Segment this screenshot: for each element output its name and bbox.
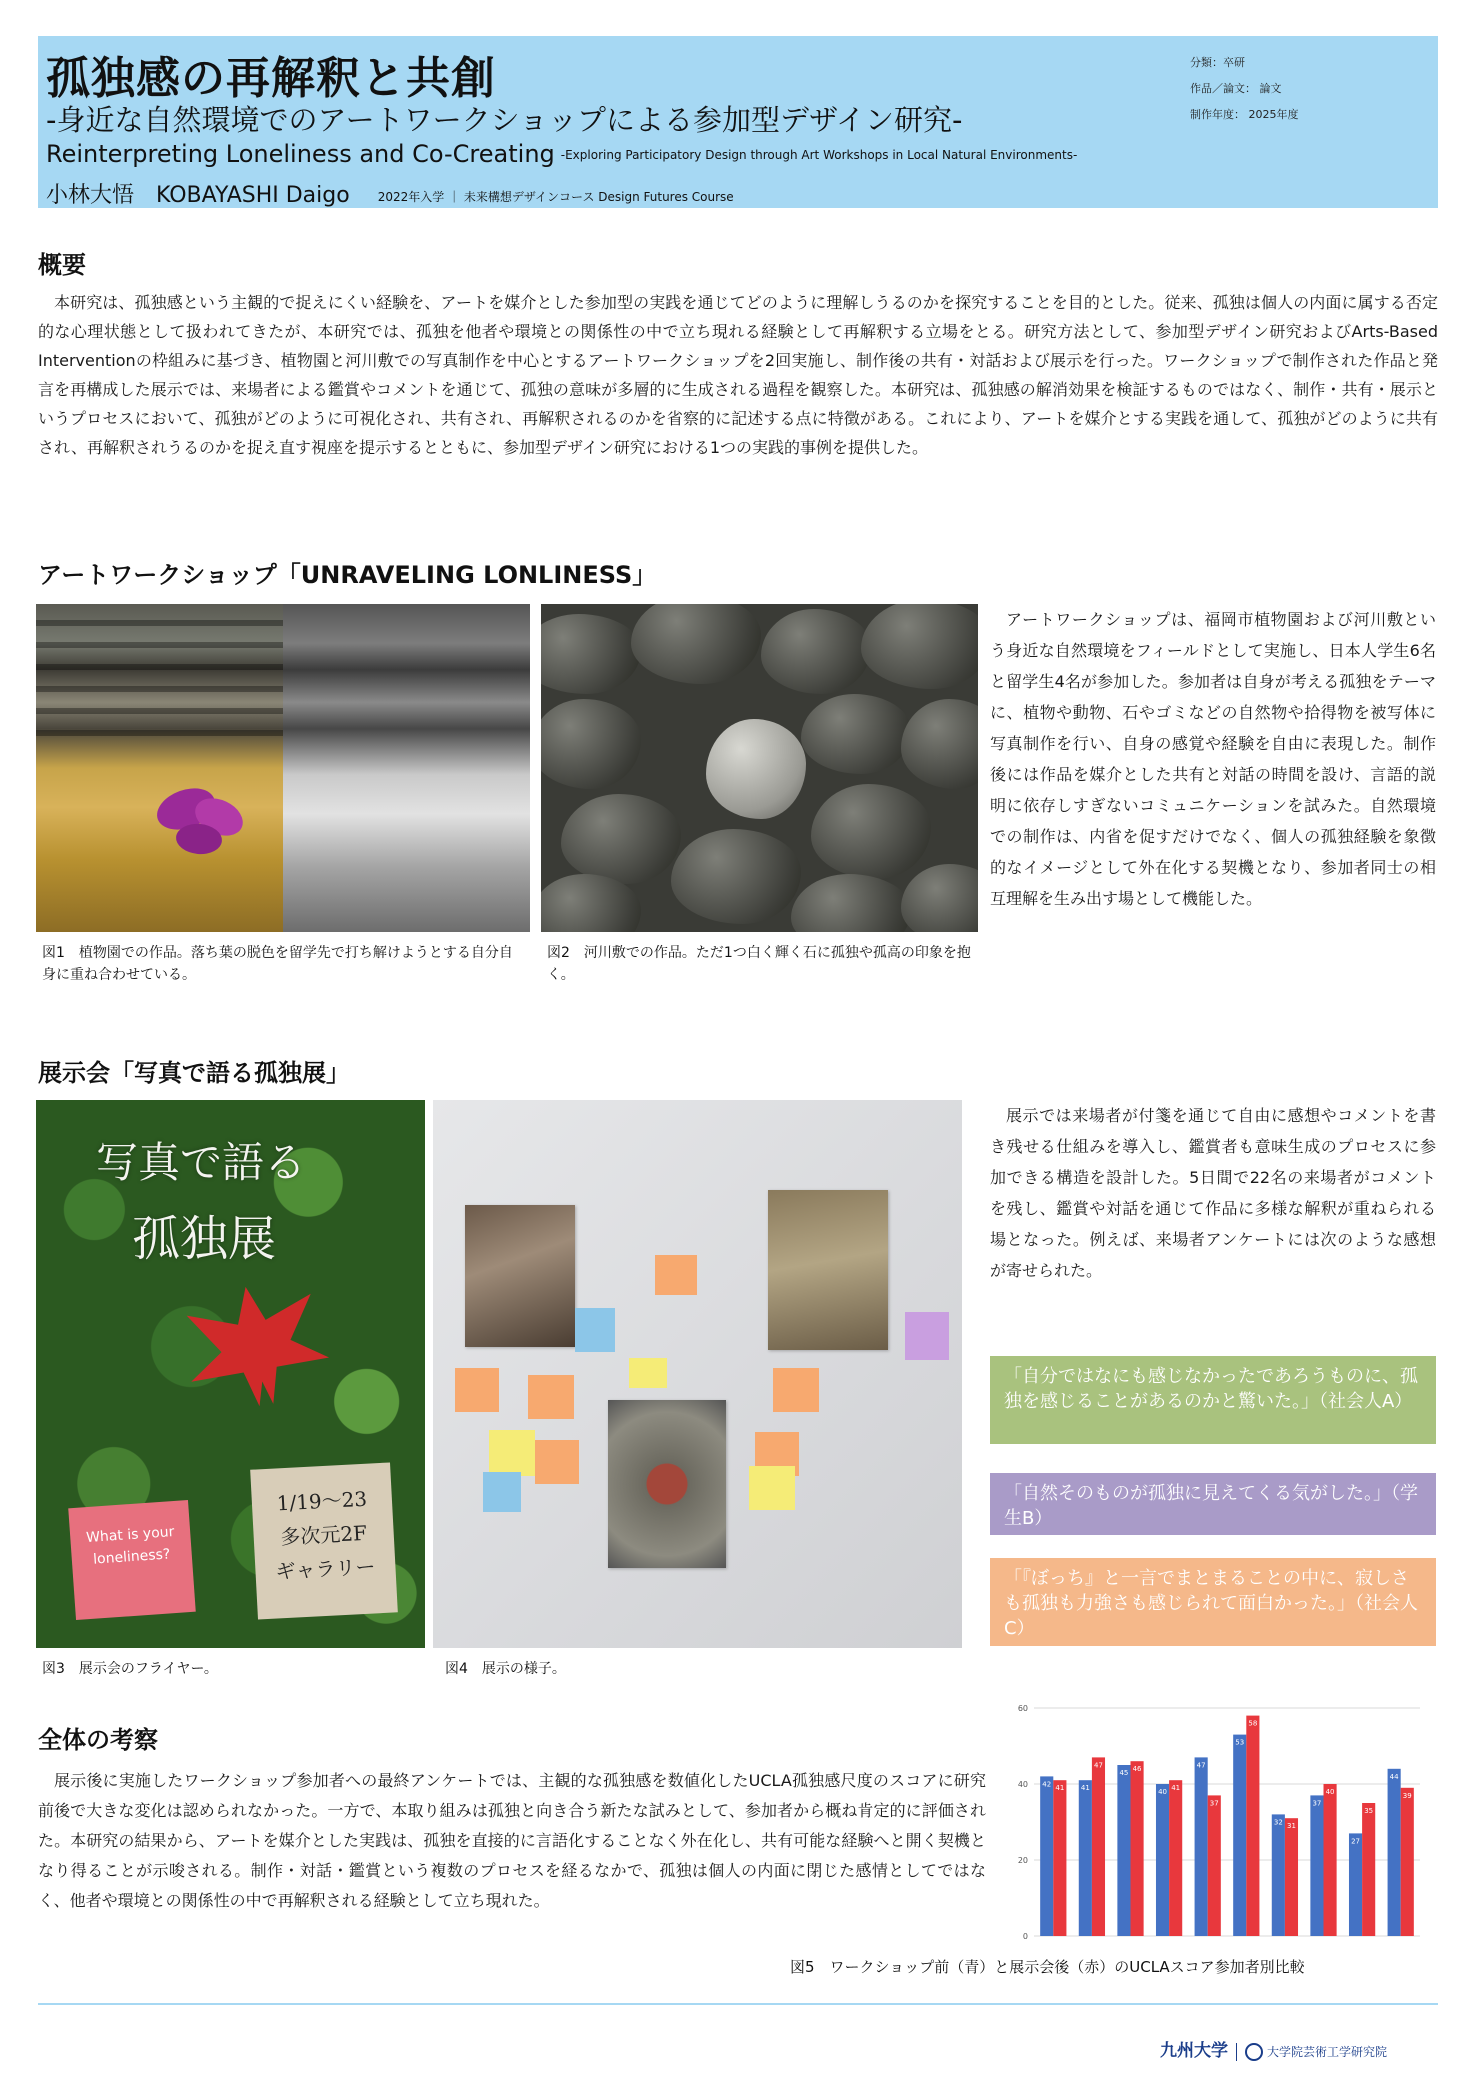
figure-1-leaves-photo [36, 604, 530, 932]
abstract-heading: 概要 [38, 251, 86, 279]
page-title: 孤独感の再解釈と共創 [46, 53, 496, 104]
flyer-title-line2: 孤独展 [132, 1211, 277, 1267]
stone [811, 784, 931, 879]
flyer-title-line1: 写真で語る [96, 1138, 307, 1187]
stone [671, 829, 801, 924]
flyer-venue: 多次元2F [279, 1520, 368, 1550]
stone [901, 699, 978, 789]
bar-data-label: 40 [1325, 1788, 1335, 1796]
bar-before [1195, 1757, 1208, 1936]
stone [801, 694, 911, 774]
discussion-heading: 全体の考察 [38, 1726, 158, 1754]
stone [541, 699, 641, 789]
chart-y-ticks [1018, 1704, 1028, 1941]
bar-before [1040, 1776, 1053, 1936]
sticky-note [773, 1368, 819, 1412]
bar-data-label: 35 [1364, 1807, 1374, 1815]
page-subtitle: -身近な自然環境でのアートワークショップによる参加型デザイン研究- [46, 103, 963, 137]
sticky-note [535, 1440, 579, 1484]
university-name: 九州大学 [1160, 2041, 1228, 2061]
bar-data-label: 27 [1351, 1837, 1360, 1846]
flyer-date: 1/19～23 [276, 1486, 368, 1516]
visitor-quote-c: 「『ぼっち』と一言でまとまることの中に、寂しさも孤独も力強さも感じられて面白かった。」（社会人C） [990, 1558, 1436, 1646]
bar-before [1272, 1814, 1285, 1936]
y-tick-label: 60 [1017, 1704, 1028, 1713]
bar-before [1156, 1784, 1169, 1936]
bar-after [1169, 1780, 1182, 1936]
bar-data-label: 41 [1080, 1784, 1090, 1793]
flyer-pink-note: What is your loneliness? [68, 1500, 196, 1620]
footer-separator [1236, 2043, 1237, 2061]
bar-data-label: 41 [1055, 1784, 1065, 1793]
bar-data-label: 46 [1132, 1765, 1142, 1774]
meta-year: 制作年度： 2025年度 [1190, 108, 1299, 121]
chart-bars [1040, 1716, 1414, 1936]
bar-data-label: 44 [1389, 1772, 1399, 1781]
bar-before [1310, 1795, 1323, 1936]
y-tick-label: 20 [1017, 1856, 1028, 1865]
bar-before [1233, 1735, 1246, 1936]
bar-data-label: 58 [1248, 1719, 1258, 1728]
english-title [46, 140, 1077, 168]
figure-1-caption: 図1 植物園での作品。落ち葉の脱色を留学先で打ち解けようとする自分自身に重ね合わせている。 [42, 945, 513, 983]
maple-leaf [177, 1275, 336, 1417]
bar-data-label: 40 [1158, 1788, 1167, 1796]
sticky-note [489, 1430, 535, 1476]
sticky-note [528, 1375, 574, 1419]
bar-after [1208, 1795, 1221, 1936]
figure-2-caption: 図2 河川敷での作品。ただ1つ白く輝く石に孤独や孤高の印象を抱く。 [547, 945, 971, 983]
bar-after [1401, 1788, 1414, 1936]
sticky-note [575, 1308, 615, 1352]
sticky-note [749, 1466, 795, 1510]
stone [861, 604, 978, 689]
bar-data-label: 32 [1273, 1818, 1283, 1827]
bar-after [1092, 1757, 1105, 1936]
bar-before [1117, 1765, 1130, 1936]
meta-work: 作品／論文： 論文 [1190, 82, 1282, 95]
bar-after [1053, 1780, 1066, 1936]
stone [791, 874, 911, 932]
author-line [46, 178, 734, 209]
figure-3-caption: 図3 展示会のフライヤー。 [42, 1661, 218, 1677]
visitor-quote-b: 「自然そのものが孤独に見えてくる気がした。」（学生B） [990, 1473, 1436, 1535]
y-tick-label: 40 [1017, 1780, 1028, 1789]
bar-after [1285, 1818, 1298, 1936]
bar-data-label: 45 [1119, 1769, 1129, 1777]
figure-2-stones-photo [541, 604, 978, 932]
bar-data-label: 41 [1171, 1784, 1181, 1793]
white-stone [706, 719, 806, 819]
meta-info [1190, 50, 1299, 128]
english-title-main: Reinterpreting Loneliness and Co-Creating [46, 140, 555, 168]
workshop-text: アートワークショップは、福岡市植物園および河川敷という身近な自然環境をフィールドとして実施し、日本人学生6名と留学生4名が参加した。参加者は自身が考える孤独をテーマに、植物や動物、石やゴミなどの自然物や拾得物を被写体に写真制作を行い、自身の感覚や経験を自由に表現した。制作後には作品を媒介とした共有と対話の時間を設け、言語的説明に依存しすぎないコミュニケーションを試みた。自然環境での制作は、内省を促すだけでなく、個人の孤独経験を象徴的なイメージとして外在化する契機となり、参加者同士の相互理解を生み出す場として機能した。 [990, 610, 1436, 908]
exhibition-text: 展示では来場者が付箋を通じて自由に感想やコメントを書き残せる仕組みを導入し、鑑賞者も意味生成のプロセスに参加できる構造を設計した。5日間で22名の来場者がコメントを残し、鑑賞や対話を通じて作品に多様な解釈が重ねられる場となった。例えば、来場者アンケートには次のような感想が寄せられた。 [990, 1106, 1436, 1280]
bar-before [1388, 1769, 1401, 1936]
author-name: 小林大悟 KOBAYASHI Daigo [46, 183, 350, 208]
ucla-score-chart [1010, 1694, 1430, 1944]
bar-after [1362, 1803, 1375, 1936]
bar-data-label: 39 [1402, 1791, 1412, 1800]
y-tick-label: 0 [1022, 1932, 1028, 1941]
workshop-heading: アートワークショップ「UNRAVELING LONLINESS」 [38, 561, 657, 589]
flyer-gallery: ギャラリー [274, 1554, 377, 1584]
bar-data-label: 47 [1094, 1761, 1103, 1770]
bar-data-label: 37 [1209, 1799, 1219, 1808]
stone [631, 604, 761, 684]
sticky-note [655, 1255, 697, 1295]
figure-4-caption: 図4 展示の様子。 [445, 1661, 566, 1677]
exhibited-photo [465, 1205, 575, 1347]
abstract-text: 本研究は、孤独感という主観的で捉えにくい経験を、アートを媒介とした参加型の実践を通じてどのように理解しうるのかを探究することを目的とした。従来、孤独は個人の内面に属する否定的な心理状態として扱われてきたが、本研究では、孤独を他者や環境との関係性の中で立ち現れる経験として再解釈する立場をとる。研究方法として、参加型デザイン研究およびArts-Based Interventionの枠組みに基づき、植物園と河川敷での写真制作を中心とするアートワークショップを2回実施し、制作後の共有・対話および展示を行った。ワークショップで制作された作品と発言を再構成した展示では、来場者による鑑賞やコメントを通じて、孤独の意味が多層的に生成される過程を観察した。本研究は、孤独感の解消効果を検証するものではなく、制作・共有・展示というプロセスにおいて、孤独がどのように可視化され、共有され、再解釈されるのかを省察的に記述する点に特徴がある。これにより、アートを媒介とする実践を通して、孤独がどのように共有され、再解釈されうるのかを捉え直す視座を提示するとともに、参加型デザイン研究における1つの実践的事例を提供した。 [38, 293, 1438, 457]
meta-category: 分類：卒研 [1190, 56, 1245, 69]
stone [541, 614, 641, 694]
bar-after [1246, 1716, 1259, 1936]
bar-after [1324, 1784, 1337, 1936]
flyer-beige-note [250, 1462, 398, 1619]
figure-4-exhibition-photo [433, 1100, 962, 1648]
bar-data-label: 37 [1312, 1799, 1322, 1808]
sticky-note [455, 1368, 499, 1412]
bar-data-label: 31 [1287, 1822, 1296, 1831]
footer-divider [38, 2003, 1438, 2005]
bar-data-label: 42 [1042, 1780, 1052, 1789]
discussion-text: 展示後に実施したワークショップ参加者への最終アンケートでは、主観的な孤独感を数値化したUCLA孤独感尺度のスコアに研究前後で大きな変化は認められなかった。一方で、本取り組みは孤独と向き合う新たな試みとして、参加者から概ね肯定的に評価された。本研究の結果から、アートを媒介とした実践は、孤独を直接的に言語化することなく外在化し、共有可能な経験へと開く契機となり得ることが示唆される。制作・対話・鑑賞という複数のプロセスを経るなかで、孤独は個人の内面に閉じた感情としてではなく、他者や環境との関係性の中で再解釈される経験として立ち現れた。 [38, 1771, 986, 1910]
bar-data-label: 53 [1235, 1738, 1245, 1747]
stone [761, 609, 871, 694]
sticky-note [629, 1358, 667, 1388]
bleached-half [283, 604, 530, 932]
exhibition-heading: 展示会「写真で語る孤独展」 [38, 1059, 350, 1087]
footer [1160, 2036, 1387, 2061]
bar-data-label: 47 [1196, 1761, 1206, 1770]
figure-3-flyer-photo [36, 1100, 425, 1648]
sticky-note [905, 1312, 949, 1360]
author-affiliation: 2022年入学 ｜ 未来構想デザインコース Design Futures Course [377, 189, 734, 204]
emblem-icon [1245, 2043, 1263, 2061]
sticky-note [483, 1472, 521, 1512]
visitor-quote-a: 「自分ではなにも感じなかったであろうものに、孤独を感じることがあるのかと驚いた。」（社会人A） [990, 1356, 1436, 1444]
stone [901, 864, 978, 932]
stone [561, 794, 681, 884]
english-subtitle: -Exploring Participatory Design through Art Workshops in Local Natural Environments- [560, 148, 1078, 162]
bar-after [1131, 1761, 1144, 1936]
bar-before [1079, 1780, 1092, 1936]
figure-5-caption: 図5 ワークショップ前（青）と展示会後（赤）のUCLAスコア参加者別比較 [790, 1958, 1305, 1976]
faculty-name: 大学院芸術工学研究院 [1267, 2045, 1388, 2059]
exhibited-photo [608, 1400, 726, 1568]
exhibited-photo [768, 1190, 888, 1350]
header-banner [38, 36, 1438, 208]
bar-before [1349, 1833, 1362, 1936]
